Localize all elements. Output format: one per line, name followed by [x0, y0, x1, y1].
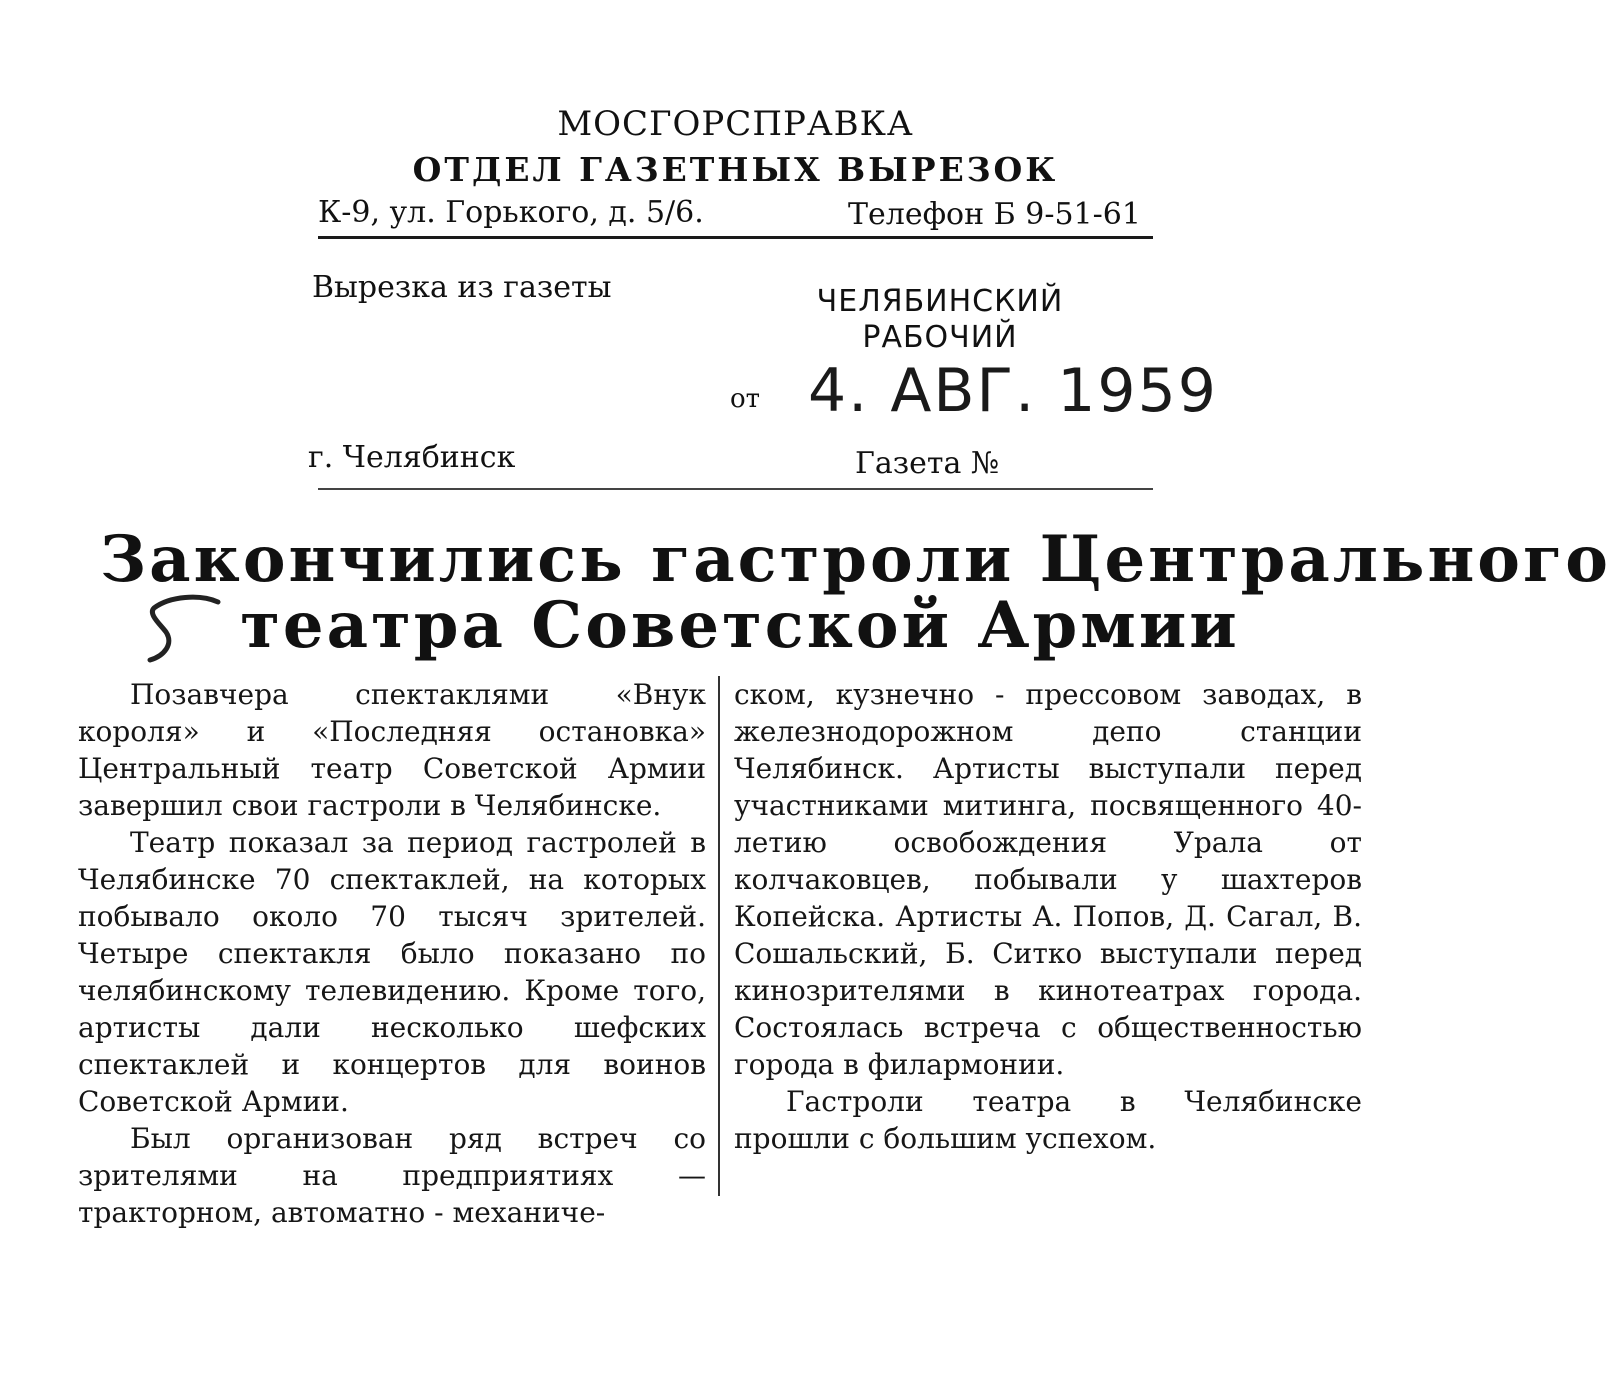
headline-line-2: театра Советской Армии	[240, 588, 1240, 663]
column-divider	[718, 676, 720, 1196]
date-prefix: от	[730, 384, 761, 414]
clipping-label: Вырезка из газеты	[312, 270, 612, 305]
newspaper-name-line2: РАБОЧИЙ	[862, 320, 1018, 355]
city-label: г. Челябинск	[308, 440, 516, 475]
organization-name: МОСГОРСПРАВКА	[557, 104, 914, 144]
department-name: ОТДЕЛ ГАЗЕТНЫХ ВЫРЕЗОК	[412, 150, 1059, 189]
paragraph: Был организован ряд встреч со зрителями на предприятиях — тракторном, автоматно - механиче-	[78, 1122, 706, 1229]
paragraph: ском, кузнечно - прессовом заводах, в железнодорожном депо станции Челябинск. Артисты выступали перед участниками митинга, посвященного 40-летию освобождения Урала от колчаковцев, побывали у шахтеров Копейска. Артисты А. Попов, Д. Сагал, В. Сошальский, Б. Ситко выступали перед кинозрителями в кинотеатрах города. Состоялась встреча с общественностью города в филармонии.	[734, 678, 1362, 1081]
paragraph: Гастроли театра в Челябинске прошли с большим успехом.	[734, 1085, 1362, 1155]
header-divider	[318, 236, 1153, 239]
newspaper-name-line1: ЧЕЛЯБИНСКИЙ	[816, 284, 1064, 319]
article-left-column	[78, 676, 706, 1231]
article-right-column	[734, 676, 1362, 1157]
stamp-bottom-divider	[318, 488, 1153, 490]
address: К-9, ул. Горького, д. 5/6.	[318, 195, 704, 230]
phone-number: Телефон Б 9-51-61	[848, 197, 1141, 232]
paragraph: Позавчера спектаклями «Внук короля» и «Последняя остановка» Центральный театр Советской Армии завершил свои гастроли в Челябинске.	[78, 678, 706, 822]
newspaper-name	[760, 284, 1120, 356]
headline-line-1: Закончились гастроли Центрального	[100, 522, 1611, 597]
paragraph: Театр показал за период гастролей в Челябинске 70 спектаклей, на которых побывало около 70 тысяч зрителей. Четыре спектакля было показано по челябинскому телевидению. Кроме того, артисты дали несколько шефских спектаклей и концертов для воинов Советской Армии.	[78, 826, 706, 1118]
issue-number-label: Газета №	[855, 446, 1000, 481]
clipping-date-stamp: 4. АВГ. 1959	[808, 356, 1218, 426]
handwritten-mark-icon	[140, 590, 230, 670]
